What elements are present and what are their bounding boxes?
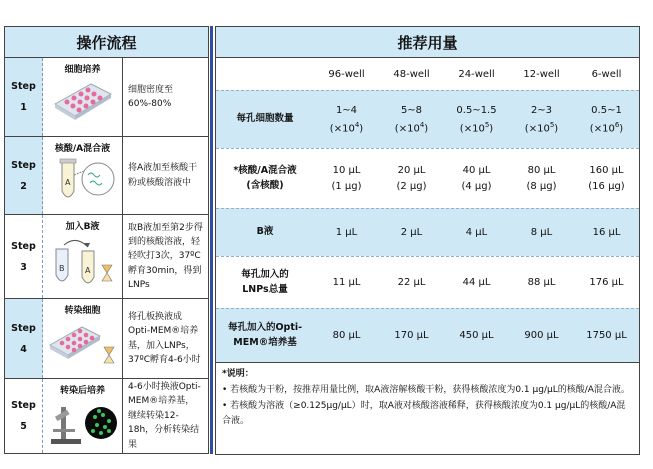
step-1-image xyxy=(43,58,123,136)
table-row-b xyxy=(216,208,639,256)
table-cell: 160 μL (16 μg) xyxy=(588,165,625,192)
table-cell: 0.5~1.5 $(\times 10^5)$ xyxy=(456,104,497,135)
col-header: 24-well xyxy=(458,68,495,80)
step-4-desc: 将孔板换液成Opti-MEM®培养基，加入LNPs，37ºC孵育4-6小时 xyxy=(128,311,201,365)
step-4-title: 转染细胞 xyxy=(64,306,101,316)
table-cell: 5~8 $(\times 10^4)$ xyxy=(394,104,429,135)
step-3-title: 加入B液 xyxy=(65,222,100,232)
well-plate-icon xyxy=(51,78,115,122)
dosage-table xyxy=(215,58,640,455)
step-3 xyxy=(5,214,208,298)
table-cell: 0.5~1 $(\times 10^6)$ xyxy=(589,104,624,135)
table-cell: 40 μL (4 μg) xyxy=(461,165,492,192)
svg-text:A: A xyxy=(64,178,70,187)
table-cell: 2 μL xyxy=(400,227,423,238)
step-4-image xyxy=(43,299,123,378)
table-row-medium xyxy=(216,308,639,362)
step-1-label: Step 1 xyxy=(5,58,43,136)
table-cell: 1750 μL xyxy=(586,330,627,341)
note-line: • 若核酸为溶液（≥0.125μg/μL）时，取A液对核酸溶液稀释，获得核酸浓度为0.1 μg/μL的核酸/A混合液。 xyxy=(222,400,626,427)
step-5 xyxy=(5,378,208,453)
step-1 xyxy=(5,58,208,136)
table-cell: 20 μL (2 μg) xyxy=(396,165,427,192)
table-row-mix xyxy=(216,148,639,208)
step-2-image xyxy=(43,137,123,214)
table-row-cells xyxy=(216,90,639,148)
table-cell: 11 μL xyxy=(332,277,361,288)
table-cell: 4 μL xyxy=(465,227,488,238)
col-header: 12-well xyxy=(523,68,560,80)
step-1-desc: 细胞密度至60%-80% xyxy=(128,84,174,109)
table-cell: 1 μL xyxy=(335,227,358,238)
table-cell: 80 μL (8 μg) xyxy=(526,165,557,192)
dosage-title: 推荐用量 xyxy=(215,26,640,58)
step-3-label: Step 3 xyxy=(5,215,43,298)
steps-list xyxy=(4,58,209,454)
well-plate-timer-icon xyxy=(48,319,118,369)
step-5-title: 转染后培养 xyxy=(59,386,105,396)
table-cell: 10 μL (1 μg) xyxy=(331,165,362,192)
row-label: *核酸/A混合液 (含核酸) xyxy=(233,165,297,191)
divider xyxy=(210,26,213,454)
col-header: 96-well xyxy=(328,68,365,80)
table-cell: 16 μL xyxy=(592,227,621,238)
table-cell: 1~4 $(\times 10^4)$ xyxy=(329,104,364,135)
table-cell: 176 μL xyxy=(589,277,624,288)
table-cell: 900 μL xyxy=(524,330,559,341)
microscope-icon xyxy=(47,399,119,447)
step-2-desc: 将A液加至核酸干粉或核酸溶液中 xyxy=(128,163,198,188)
svg-text:B: B xyxy=(58,264,64,273)
tube-transfer-icon xyxy=(48,235,118,291)
table-cell: 44 μL xyxy=(462,277,491,288)
step-4 xyxy=(5,298,208,378)
step-3-desc: 取B液加至第2步得到的核酸溶液，轻轻吹打3次，37ºC孵育30min，得到LNPs xyxy=(128,222,203,291)
step-2 xyxy=(5,136,208,214)
table-cell: 8 μL xyxy=(530,227,553,238)
table-header-row xyxy=(216,58,639,90)
svg-text:A: A xyxy=(84,266,90,275)
step-5-image xyxy=(43,379,123,453)
table-cell: 450 μL xyxy=(459,330,494,341)
notes xyxy=(216,362,639,454)
step-5-desc: 4-6小时换液Opti-MEM®培养基，继续转染12-18h，分析转染结果 xyxy=(128,382,201,450)
row-label: 每孔加入的Opti- MEM®培养基 xyxy=(227,322,303,348)
note-heading: *说明： xyxy=(222,369,254,379)
table-cell: 88 μL xyxy=(527,277,556,288)
note-line: • 若核酸为干粉，按推荐用量比例，取A液溶解核酸干粉，获得核酸浓度为0.1 μg/μL的核酸/A混合液。 xyxy=(222,384,630,395)
step-4-label: Step 4 xyxy=(5,299,43,378)
step-2-title: 核酸/A混合液 xyxy=(54,144,111,154)
step-1-title: 细胞培养 xyxy=(64,65,101,75)
table-cell: 2~3 $(\times 10^5)$ xyxy=(524,104,559,135)
table-cell: 80 μL xyxy=(332,330,361,341)
row-label: 每孔细胞数量 xyxy=(236,113,294,125)
table-cell: 170 μL xyxy=(394,330,429,341)
table-cell: 22 μL xyxy=(397,277,426,288)
row-label: B液 xyxy=(256,226,274,238)
col-header: 6-well xyxy=(591,68,622,80)
col-header: 48-well xyxy=(393,68,430,80)
step-2-label: Step 2 xyxy=(5,137,43,214)
table-row-lnps xyxy=(216,256,639,308)
dosage-panel xyxy=(215,26,640,454)
tube-mix-icon xyxy=(48,157,118,207)
step-3-image xyxy=(43,215,123,298)
row-label: 每孔加入的 LNPs总量 xyxy=(241,269,289,295)
step-5-label: Step 5 xyxy=(5,379,43,453)
procedure-title: 操作流程 xyxy=(4,26,209,58)
procedure-panel xyxy=(4,26,209,454)
